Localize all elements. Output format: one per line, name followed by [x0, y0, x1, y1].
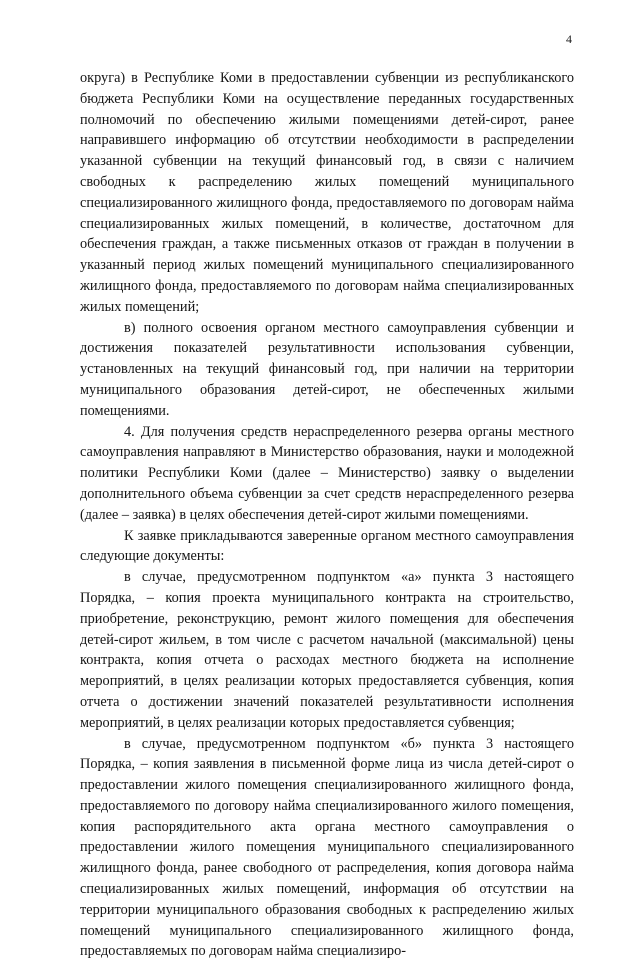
- page-number: 4: [566, 32, 572, 47]
- paragraph-case-b: в случае, предусмотренном подпунктом «б» пункта 3 настоящего Порядка, – копия заявления в письменной форме лица из числа детей-сирот о предоставлении жилого помещения специализированного жилищного фонда, предоставляемого по договору найма специализированного жилого помещения, копия распорядительного акта органа местного самоуправления о предоставлении жилого помещения муниципального специализированного жилищного фонда, ранее свободного от распределения, копия договора найма специализированных жилых помещений, информация об отсутствии на территории муниципального образования свободных к распределению жилых помещений муниципального специализированного жилищного фонда, предоставляемых по договорам найма специализиро-: [80, 734, 574, 962]
- document-body: [80, 68, 574, 962]
- paragraph-case-a: в случае, предусмотренном подпунктом «а» пункта 3 настоящего Порядка, – копия проекта муниципального контракта на строительство, приобретение, реконструкцию, ремонт жилого помещения для обеспечения детей-сирот жильем, в том числе с расчетом начальной (максимальной) цены контракта, копия отчета о расходах местного бюджета на исполнение мероприятий, в целях реализации которых предоставляется субвенция, копия отчета о достижении значений показателей результативности исполнения мероприятий, в целях реализации которых предоставляется субвенция;: [80, 567, 574, 733]
- paragraph-subclause-v: в) полного освоения органом местного самоуправления субвенции и достижения показателей результативности использования субвенции, установленных на текущий финансовый год, при наличии на территории муниципального образования детей-сирот, не обеспеченных жилыми помещениями.: [80, 318, 574, 422]
- paragraph-continuation: округа) в Республике Коми в предоставлении субвенции из республиканского бюджета Республики Коми на осуществление переданных государственных полномочий по обеспечению жилыми помещениями детей-сирот, ранее направившего информацию об отсутствии необходимости в распределении указанной субвенции на текущий финансовый год, в связи с наличием свободных к распределению жилых помещений муниципального специализированного жилищного фонда, предоставляемого по договорам найма специализированных жилых помещений, в количестве, достаточном для обеспечения граждан, а также письменных отказов от граждан в получении в указанный период жилых помещений муниципального специализированного жилищного фонда, предоставляемого по договорам найма специализированных жилых помещений;: [80, 68, 574, 318]
- paragraph-attachments-intro: К заявке прикладываются заверенные органом местного самоуправления следующие документы:: [80, 526, 574, 568]
- paragraph-item-4: 4. Для получения средств нераспределенного резерва органы местного самоуправления направляют в Министерство образования, науки и молодежной политики Республики Коми (далее – Министерство) заявку о выделении дополнительного объема субвенции за счет средств нераспределенного резерва (далее – заявка) в целях обеспечения детей-сирот жилыми помещениями.: [80, 422, 574, 526]
